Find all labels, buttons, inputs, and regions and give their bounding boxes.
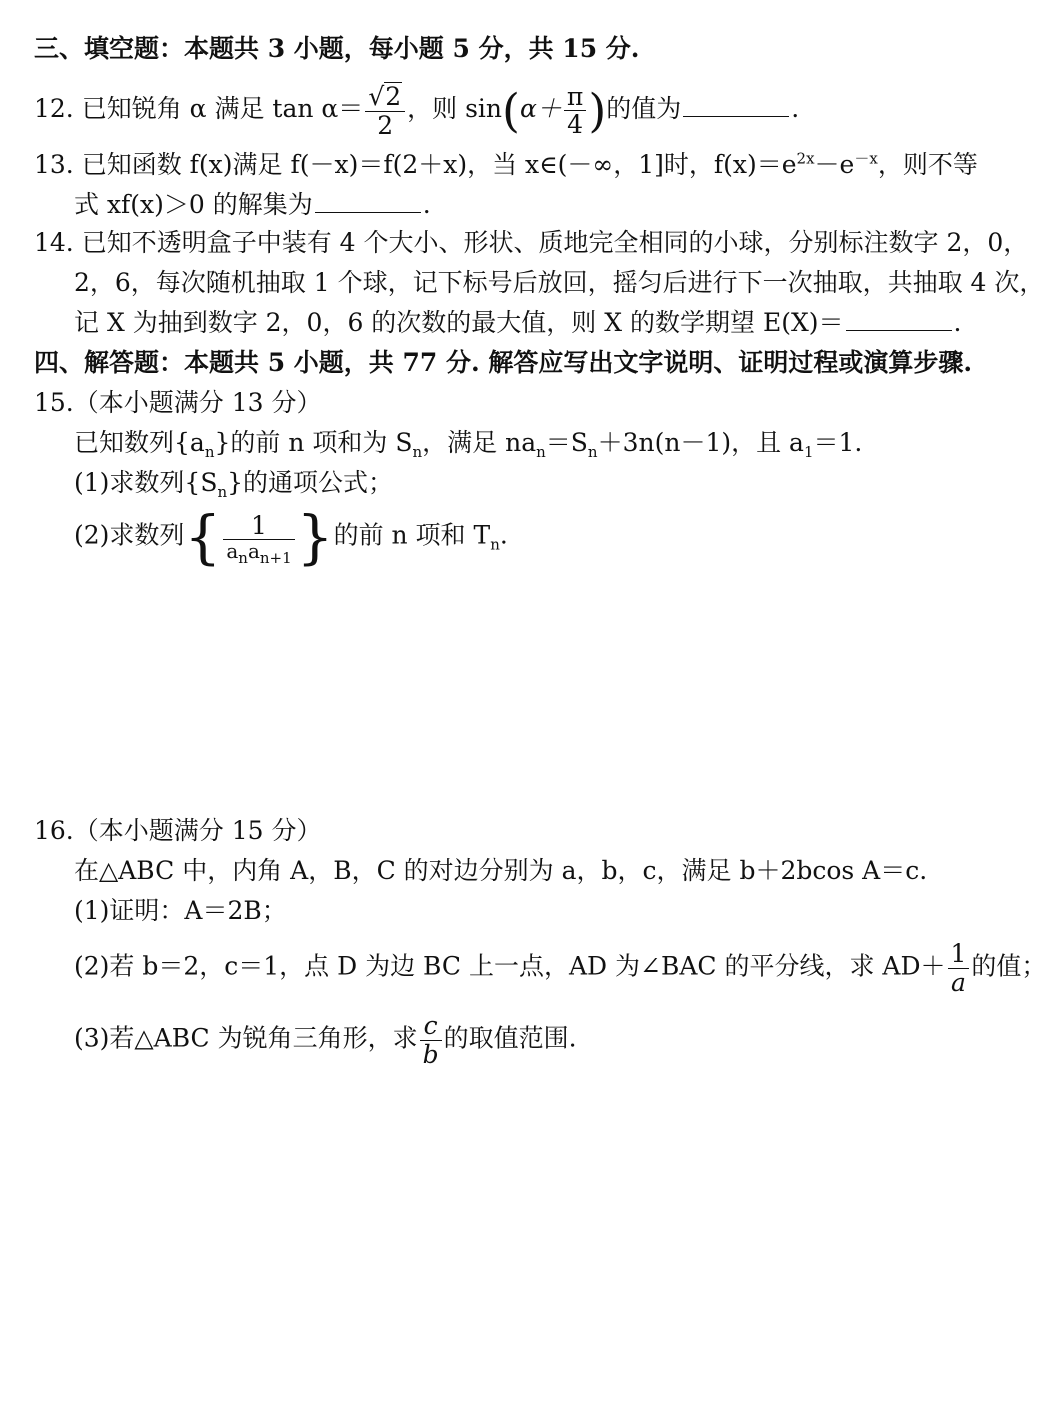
q12-four: 4 xyxy=(567,110,584,139)
q12-text-e: α＋ xyxy=(519,94,562,123)
q15-sub2: n xyxy=(412,443,423,461)
q15-left-brace: { xyxy=(184,503,222,571)
q13-l2b: . xyxy=(422,190,431,219)
q15-sub4: n xyxy=(587,443,598,461)
q16-p3-num: c xyxy=(420,1012,442,1041)
q15-p2-sub: n xyxy=(490,535,500,554)
q15-p1-sub: n xyxy=(217,483,228,501)
q13-answer-blank[interactable] xyxy=(315,194,421,213)
q12-fraction-sqrt2-over-2: $\frac{√2}{2}$ xyxy=(365,82,405,139)
q13-l2a: 式 xf(x)＞0 的解集为 xyxy=(74,190,313,219)
q16-p2-den: a xyxy=(951,967,966,997)
q15-l1e: ＋3n(n－1)，且 a xyxy=(597,428,804,457)
question-14-line-3 xyxy=(74,308,961,338)
q16-p3-den: b xyxy=(422,1039,439,1069)
q15-l1b: }的前 n 项和为 S xyxy=(214,428,413,457)
q15-right-brace: } xyxy=(296,503,334,571)
question-15-part-1 xyxy=(74,468,394,501)
q14-l3b: . xyxy=(953,308,962,337)
q15-fraction xyxy=(223,510,294,568)
q12-sqrt-value: 2 xyxy=(385,82,402,111)
q12-fraction-pi-over-4 xyxy=(564,83,586,139)
question-16-part-3 xyxy=(74,1012,577,1068)
q16-p3b: 的取值范围. xyxy=(443,1023,577,1053)
question-16-part-2 xyxy=(74,940,1046,996)
question-15-heading: 15.（本小题满分 13 分） xyxy=(34,388,322,417)
q15-sub3: n xyxy=(536,443,546,461)
q15-den-a2: a xyxy=(247,539,260,564)
q13-l1a: 13. 已知函数 f(x)满足 f(－x)＝f(2＋x)，当 x∈(－∞，1]时，f(x)＝e xyxy=(34,150,797,179)
q15-den-sub1: n xyxy=(238,549,248,568)
q16-p2a: (2)若 b＝2，c＝1，点 D 为边 BC 上一点，AD 为∠BAC 的平分线，求 AD＋ xyxy=(74,951,946,981)
q16-p2b: 的值； xyxy=(971,951,1047,981)
q15-frac-num: 1 xyxy=(223,512,294,541)
q15-l1f: ＝1. xyxy=(813,428,863,457)
question-16-statement: 在△ABC 中，内角 A，B，C 的对边分别为 a，b，c，满足 b＋2bcos A＝c. xyxy=(74,856,928,885)
q12-left-paren: ( xyxy=(502,83,520,138)
q15-p1a: (1)求数列{S xyxy=(74,468,218,497)
question-15-part-2 xyxy=(74,503,508,571)
question-14-line-1: 14. 已知不透明盒子中装有 4 个大小、形状、质地完全相同的小球，分别标注数字 2，0， xyxy=(34,228,1029,257)
q13-l1-sup2: －x xyxy=(854,149,878,168)
q15-den-a1: a xyxy=(226,539,239,564)
q12-text-d: ，则 sin xyxy=(407,94,503,123)
question-12 xyxy=(34,82,799,139)
section-4-title: 四、解答题：本题共 5 小题，共 77 分. 解答应写出文字说明、证明过程或演算步骤. xyxy=(34,348,973,377)
q12-text-h: 的值为 xyxy=(606,94,682,123)
q16-p3a: (3)若△ABC 为锐角三角形，求 xyxy=(74,1023,418,1053)
question-13-line-1 xyxy=(34,150,978,180)
question-15-statement xyxy=(74,428,863,461)
q15-l1a: 已知数列{a xyxy=(74,428,205,457)
q16-p2-num: 1 xyxy=(948,940,970,969)
q15-p2c: . xyxy=(499,520,508,550)
q15-sub5: 1 xyxy=(803,443,814,461)
q14-l3a: 记 X 为抽到数字 2，0，6 的次数的最大值，则 X 的数学期望 E(X)＝ xyxy=(74,308,844,337)
question-13-line-2 xyxy=(74,190,431,220)
q12-right-paren: ) xyxy=(588,83,607,138)
q13-l1c: ，则不等 xyxy=(877,150,978,179)
question-14-line-2: 2，6，每次随机抽取 1 个球，记下标号后放回，摇匀后进行下一次抽取，共抽取 4 次， xyxy=(74,268,1045,297)
q12-frac-den: 2 xyxy=(377,110,394,140)
q12-text-a: 12. 已知锐角 α 满足 tan α＝ xyxy=(34,94,364,123)
q15-den-sub2: n+1 xyxy=(259,549,292,568)
q14-answer-blank[interactable] xyxy=(846,312,952,331)
q12-pi: π xyxy=(564,83,586,112)
q15-p2b: 的前 n 项和 T xyxy=(333,520,491,550)
section-3-title: 三、填空题：本题共 3 小题，每小题 5 分，共 15 分. xyxy=(34,34,640,63)
q12-period: . xyxy=(791,94,800,123)
q15-l1d: ＝S xyxy=(545,428,588,457)
q13-l1b: －e xyxy=(814,150,855,179)
q12-answer-blank[interactable] xyxy=(683,98,789,117)
q15-p1b: }的通项公式； xyxy=(227,468,394,497)
q13-l1-sup1: 2x xyxy=(796,149,815,168)
q16-fraction-1-over-a xyxy=(948,940,970,996)
q15-p2a: (2)求数列 xyxy=(74,520,185,550)
q16-fraction-c-over-b xyxy=(420,1012,442,1068)
q15-l1c: ，满足 na xyxy=(422,428,537,457)
question-16-heading: 16.（本小题满分 15 分） xyxy=(34,816,322,845)
q15-sub1: n xyxy=(204,443,215,461)
question-16-part-1: (1)证明：A＝2B； xyxy=(74,896,287,925)
